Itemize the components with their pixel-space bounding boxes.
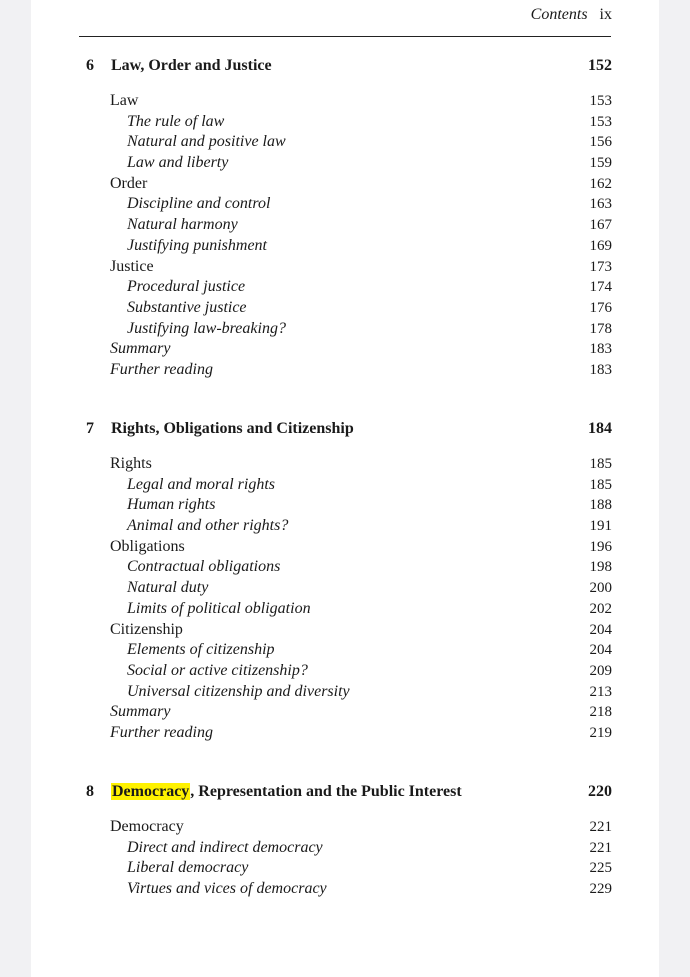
chapter-number: 6	[86, 57, 94, 74]
chapter-page: 184	[588, 420, 612, 437]
chapter-title-rest: , Representation and the Public Interest	[190, 783, 462, 800]
toc-entry: Justice 173	[110, 257, 612, 275]
chapter-heading	[86, 57, 612, 79]
toc-entry: Virtues and vices of democracy 229	[127, 880, 612, 898]
search-highlight: Democracy	[112, 783, 190, 800]
toc-entries	[110, 817, 612, 900]
toc-entry-further-reading: Further reading 219	[110, 723, 612, 741]
toc-entry: Justifying punishment 169	[127, 236, 612, 254]
toc-entry: Substantive justice 176	[127, 298, 612, 316]
toc-entry: Animal and other rights? 191	[127, 517, 612, 535]
toc-entry: Limits of political obligation 202	[127, 599, 612, 617]
running-head-page-number: ix	[599, 6, 612, 23]
toc-entry-summary: Summary 218	[110, 703, 612, 721]
toc-entry: Democracy 221	[110, 818, 612, 835]
toc-entry: Justifying law-breaking? 178	[127, 319, 612, 337]
toc-entry: Procedural justice 174	[127, 278, 612, 296]
chapter-number: 7	[86, 420, 94, 437]
toc-entry: Social or active citizenship? 209	[127, 661, 612, 679]
toc-entry-further-reading: Further reading 183	[110, 360, 612, 378]
chapter-title: Rights, Obligations and Citizenship	[111, 420, 354, 437]
toc-entry: Natural duty 200	[127, 579, 612, 597]
chapter-heading	[86, 420, 612, 442]
running-head-title: Contents	[530, 6, 588, 23]
toc-entry: Order 162	[110, 174, 612, 192]
toc-entry: Human rights 188	[127, 496, 612, 514]
running-head	[31, 6, 612, 24]
toc-entry: Discipline and control 163	[127, 195, 612, 213]
toc-entry: The rule of law 153	[127, 112, 612, 130]
toc-entry: Obligations 196	[110, 537, 612, 555]
chapter-6	[86, 57, 612, 381]
toc-entry: Universal citizenship and diversity 213	[127, 682, 612, 700]
toc-entry: Elements of citizenship 204	[127, 641, 612, 659]
toc-entry: Legal and moral rights 185	[127, 475, 612, 493]
chapter-heading	[86, 783, 612, 805]
toc-entries	[110, 91, 612, 381]
toc-entry: Citizenship 204	[110, 620, 612, 638]
toc-entry: Contractual obligations 198	[127, 558, 612, 576]
toc-entry: Natural harmony 167	[127, 216, 612, 234]
toc-entries	[110, 454, 612, 744]
chapter-number: 8	[86, 783, 94, 800]
chapter-page: 220	[588, 783, 612, 800]
chapter-7	[86, 420, 612, 744]
toc-entry: Direct and indirect democracy 221	[127, 838, 612, 856]
book-page	[31, 0, 659, 977]
toc-entry: Liberal democracy 225	[127, 859, 612, 877]
toc-entry-summary: Summary 183	[110, 340, 612, 358]
toc-entry: Law and liberty 159	[127, 154, 612, 172]
chapter-title: Law, Order and Justice	[111, 57, 272, 74]
header-rule	[79, 36, 611, 37]
toc-entry: Natural and positive law 156	[127, 133, 612, 151]
chapter-8	[86, 783, 612, 900]
toc-entry: Rights 185	[110, 455, 612, 472]
toc-entry: Law 153	[110, 92, 612, 109]
chapter-page: 152	[588, 57, 612, 74]
